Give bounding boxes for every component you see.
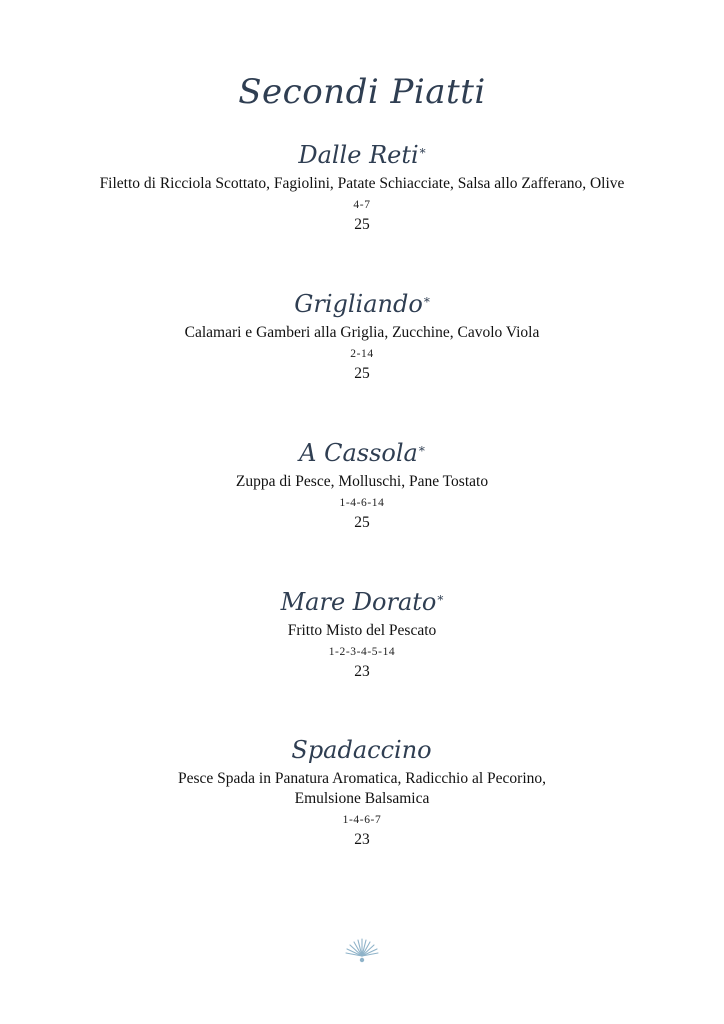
- dish-name-text: Dalle Reti: [298, 141, 419, 169]
- page-title: Secondi Piatti: [238, 72, 486, 112]
- dish-name: [0, 735, 724, 765]
- dish-allergens: 1-4-6-14: [339, 497, 385, 509]
- dish-allergens: 4-7: [353, 199, 371, 211]
- dish-price: 23: [354, 663, 370, 680]
- dish-name-text: A Cassola: [299, 439, 418, 467]
- dish-star: *: [418, 444, 425, 458]
- dish-allergens: 1-2-3-4-5-14: [328, 646, 396, 658]
- dish-price: 25: [354, 365, 370, 382]
- dish-star: *: [423, 295, 430, 309]
- dish-name: [0, 289, 724, 319]
- dish-item-spadaccino: [0, 735, 724, 850]
- dish-allergens: 1-4-6-7: [342, 814, 382, 826]
- dish-description: Zuppa di Pesce, Molluschi, Pane Tostato: [235, 473, 489, 490]
- dish-name: [0, 587, 724, 617]
- dish-price: 25: [354, 216, 370, 233]
- dish-name-text: Grigliando: [294, 290, 423, 318]
- dish-name-text: Spadaccino: [291, 736, 432, 764]
- dish-description: Calamari e Gamberi alla Griglia, Zucchine, Cavolo Viola: [184, 324, 540, 341]
- dish-item-mare-dorato: [0, 587, 724, 682]
- dish-item-a-cassola: [0, 438, 724, 533]
- dish-price: 25: [354, 514, 370, 531]
- dish-item-dalle-reti: [0, 140, 724, 235]
- dish-star: *: [419, 146, 426, 160]
- dish-item-grigliando: [0, 289, 724, 384]
- dish-description: Fritto Misto del Pescato: [287, 622, 437, 639]
- dish-star: *: [437, 593, 444, 607]
- dish-price: 23: [354, 831, 370, 848]
- dish-name: [0, 438, 724, 468]
- dish-description: Filetto di Ricciola Scottato, Fagiolini, Patate Schiacciate, Salsa allo Zafferano, Olive: [99, 175, 625, 192]
- dish-allergens: 2-14: [350, 348, 374, 360]
- dish-description: Pesce Spada in Panatura Aromatica, Radicchio al Pecorino, Emulsione Balsamica: [177, 770, 546, 807]
- dish-name-text: Mare Dorato: [280, 588, 437, 616]
- fan-shell-icon: [343, 936, 381, 966]
- dish-name: [0, 140, 724, 170]
